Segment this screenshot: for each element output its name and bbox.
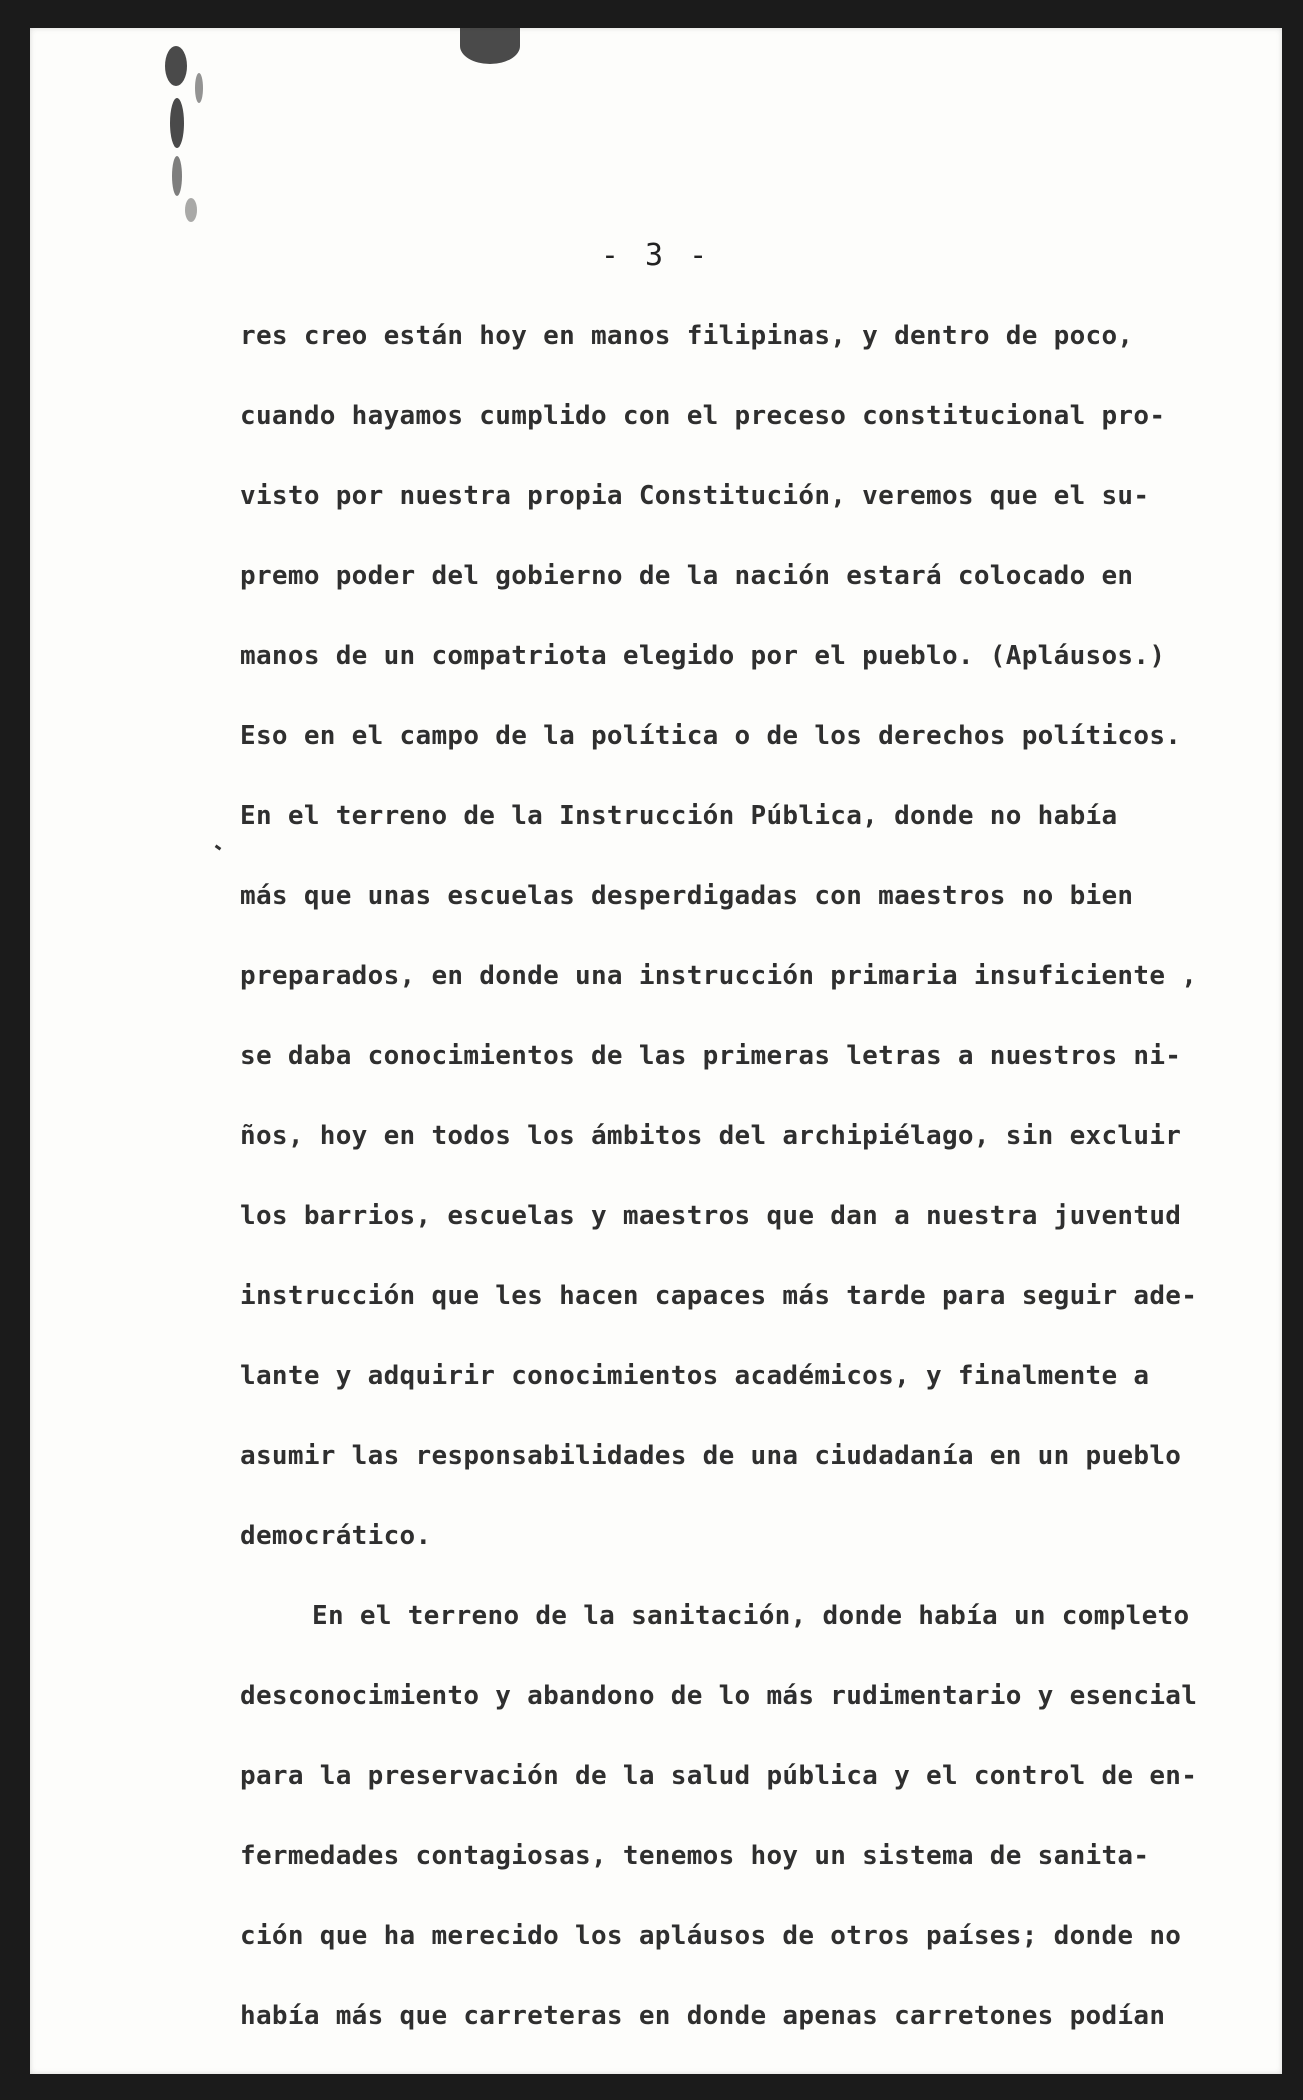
text-line: fermedades contagiosas, tenemos hoy un sistema de sanita- bbox=[240, 1841, 1150, 1871]
text-line: ción que ha merecido los apláusos de otros países; donde no bbox=[240, 1921, 1182, 1951]
body-text bbox=[240, 296, 1220, 2056]
text-line: En el terreno de la Instrucción Pública, donde no había bbox=[240, 801, 1118, 831]
ink-smudge bbox=[185, 198, 197, 222]
text-line: democrático. bbox=[240, 1521, 432, 1551]
text-line: Eso en el campo de la política o de los derechos políticos. bbox=[240, 721, 1182, 751]
text-line: lante y adquirir conocimientos académicos, y finalmente a bbox=[240, 1361, 1150, 1391]
text-line: desconocimiento y abandono de lo más rudimentario y esencial bbox=[240, 1681, 1198, 1711]
text-line: En el terreno de la sanitación, donde había un completo bbox=[312, 1601, 1190, 1631]
margin-mark bbox=[215, 845, 222, 851]
text-line: ños, hoy en todos los ámbitos del archipiélago, sin excluir bbox=[240, 1121, 1182, 1151]
ink-smudge bbox=[165, 46, 187, 86]
ink-smudge bbox=[170, 98, 184, 148]
document-page bbox=[30, 28, 1282, 2074]
text-line: más que unas escuelas desperdigadas con maestros no bien bbox=[240, 881, 1134, 911]
ink-smudge bbox=[460, 28, 520, 64]
text-line: premo poder del gobierno de la nación estará colocado en bbox=[240, 561, 1134, 591]
page-number: - 3 - bbox=[600, 238, 712, 273]
text-line: preparados, en donde una instrucción primaria insuficiente , bbox=[240, 961, 1198, 991]
ink-smudge bbox=[195, 73, 203, 103]
text-line: había más que carreteras en donde apenas carretones podían bbox=[240, 2001, 1166, 2031]
ink-smudge bbox=[172, 156, 182, 196]
text-line: res creo están hoy en manos filipinas, y dentro de poco, bbox=[240, 321, 1134, 351]
text-line: se daba conocimientos de las primeras letras a nuestros ni- bbox=[240, 1041, 1182, 1071]
text-line: visto por nuestra propia Constitución, veremos que el su- bbox=[240, 481, 1150, 511]
text-line: los barrios, escuelas y maestros que dan a nuestra juventud bbox=[240, 1201, 1182, 1231]
text-line: asumir las responsabilidades de una ciudadanía en un pueblo bbox=[240, 1441, 1182, 1471]
text-line: instrucción que les hacen capaces más tarde para seguir ade- bbox=[240, 1281, 1198, 1311]
text-line: para la preservación de la salud pública y el control de en- bbox=[240, 1761, 1198, 1791]
text-line: manos de un compatriota elegido por el pueblo. (Apláusos.) bbox=[240, 641, 1166, 671]
text-line: cuando hayamos cumplido con el preceso constitucional pro- bbox=[240, 401, 1166, 431]
